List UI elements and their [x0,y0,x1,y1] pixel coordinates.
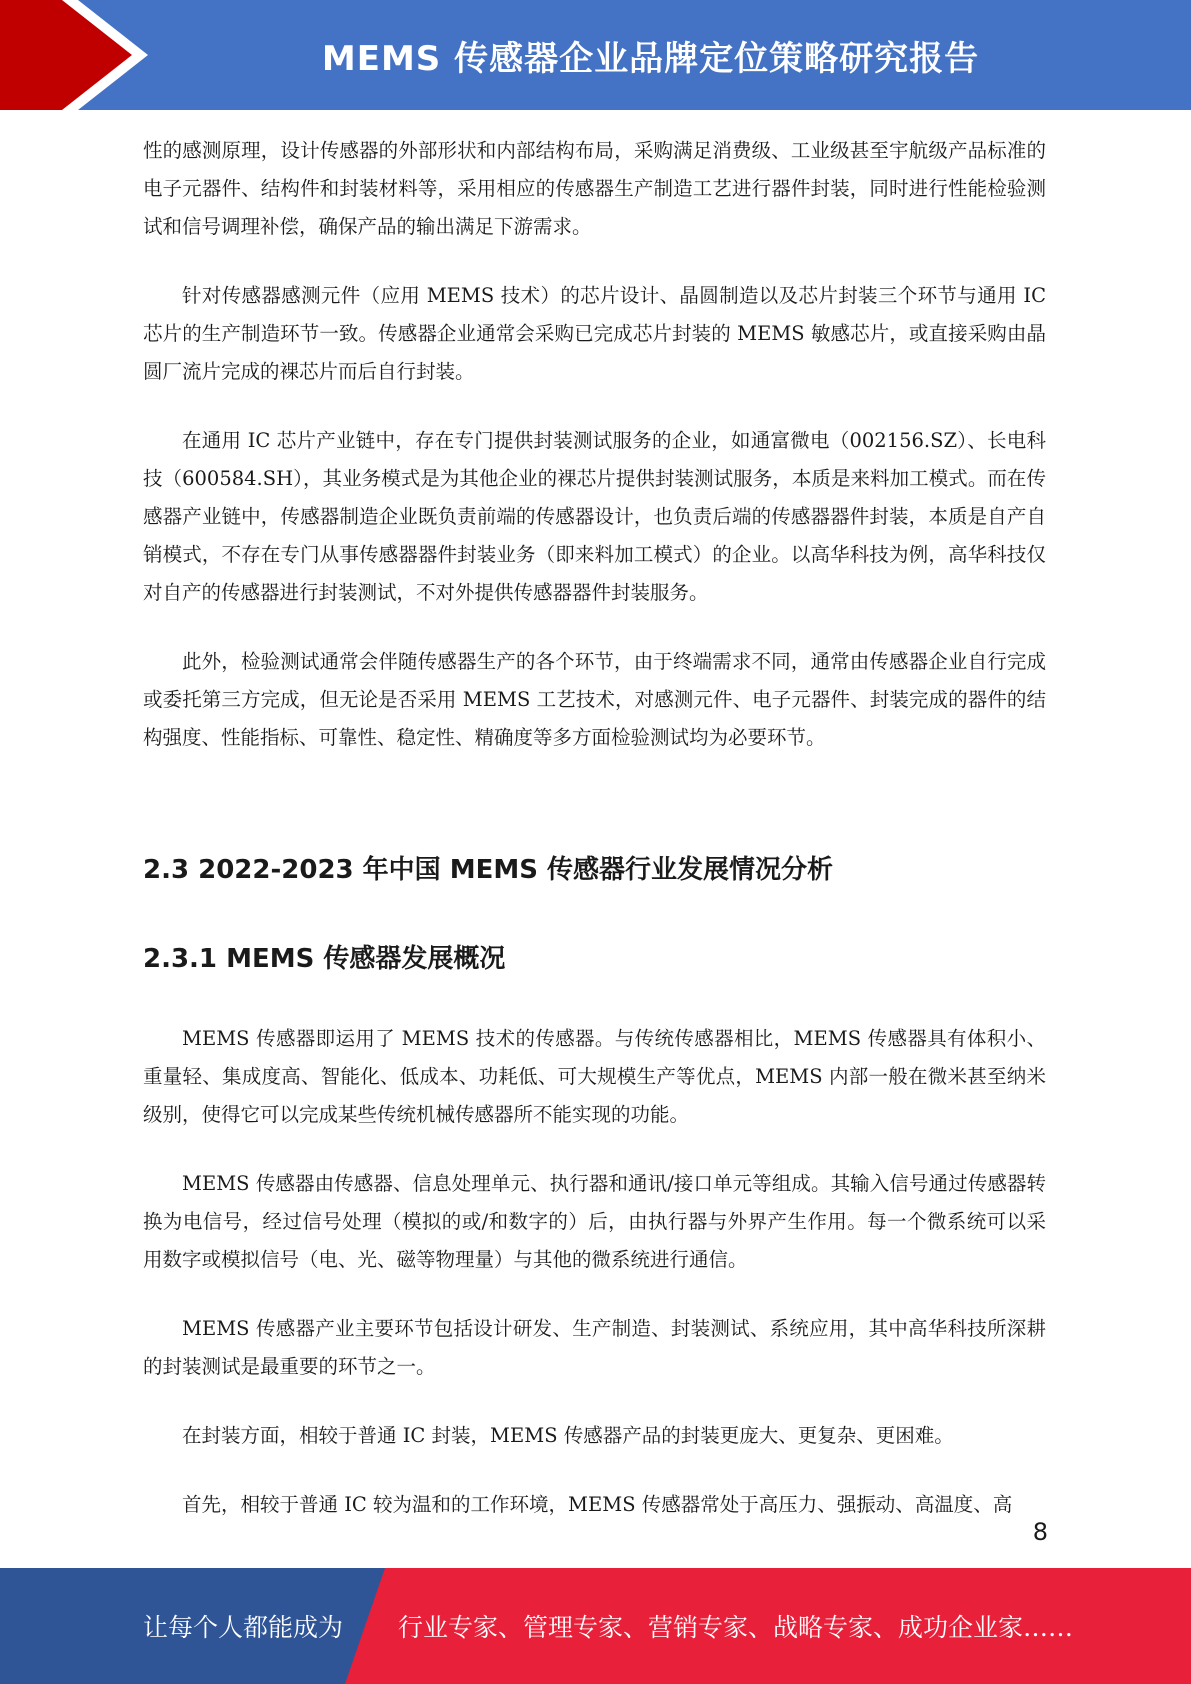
paragraph: 在封装方面，相较于普通 IC 封装，MEMS 传感器产品的封装更庞大、更复杂、更困难。 [182,1424,954,1447]
page-number: 8 [1032,1518,1048,1546]
footer-slogan-left: 让每个人都能成为 [143,1613,344,1642]
document-body [143,132,1046,1555]
paragraph: MEMS 传感器产业主要环节包括设计研发、生产制造、封装测试、系统应用，其中高华科技所深耕的封装测试是最重要的环节之一。 [143,1317,1046,1378]
report-title: MEMS 传感器企业品牌定位策略研究报告 [321,38,980,79]
page-footer [0,1568,1191,1684]
paragraph: 此外，检验测试通常会伴随传感器生产的各个环节，由于终端需求不同，通常由传感器企业自行完成或委托第三方完成，但无论是否采用 MEMS 工艺技术，对感测元件、电子元器件、封装完成的器件的结构强度、性能指标、可靠性、稳定性、精确度等多方面检验测试均为必要环节。 [143,650,1046,749]
paragraph-continuation: 性的感测原理，设计传感器的外部形状和内部结构布局，采购满足消费级、工业级甚至宇航级产品标准的电子元器件、结构件和封装材料等，采用相应的传感器生产制造工艺进行器件封装，同时进行性能检验测试和信号调理补偿，确保产品的输出满足下游需求。 [143,139,1046,238]
paragraph: MEMS 传感器由传感器、信息处理单元、执行器和通讯/接口单元等组成。其输入信号通过传感器转换为电信号，经过信号处理（模拟的或/和数字的）后，由执行器与外界产生作用。每一个微系统可以采用数字或模拟信号（电、光、磁等物理量）与其他的微系统进行通信。 [143,1172,1046,1271]
page-header [0,0,1191,110]
subsection-heading: 2.3.1 MEMS 传感器发展概况 [143,944,506,974]
footer-slogan-right: 行业专家、管理专家、营销专家、战略专家、成功企业家…… [398,1613,1074,1642]
paragraph: MEMS 传感器即运用了 MEMS 技术的传感器。与传统传感器相比，MEMS 传感器具有体积小、重量轻、集成度高、智能化、低成本、功耗低、可大规模生产等优点，MEMS 内部一般在微米甚至纳米级别，使得它可以完成某些传统机械传感器所不能实现的功能。 [143,1027,1046,1126]
paragraph: 针对传感器感测元件（应用 MEMS 技术）的芯片设计、晶圆制造以及芯片封装三个环节与通用 IC 芯片的生产制造环节一致。传感器企业通常会采购已完成芯片封装的 MEMS 敏感芯片，或直接采购由晶圆厂流片完成的裸芯片而后自行封装。 [143,284,1046,383]
paragraph: 首先，相较于普通 IC 较为温和的工作环境，MEMS 传感器常处于高压力、强振动、高温度、高 [182,1493,1013,1516]
section-heading: 2.3 2022-2023 年中国 MEMS 传感器行业发展情况分析 [143,855,834,885]
paragraph: 在通用 IC 芯片产业链中，存在专门提供封装测试服务的企业，如通富微电（002156.SZ）、长电科技（600584.SH），其业务模式是为其他企业的裸芯片提供封装测试服务，本质是来料加工模式。而在传感器产业链中，传感器制造企业既负责前端的传感器设计，也负责后端的传感器器件封装，本质是自产自销模式，不存在专门从事传感器器件封装业务（即来料加工模式）的企业。以高华科技为例，高华科技仅对自产的传感器进行封装测试，不对外提供传感器器件封装服务。 [143,429,1046,604]
